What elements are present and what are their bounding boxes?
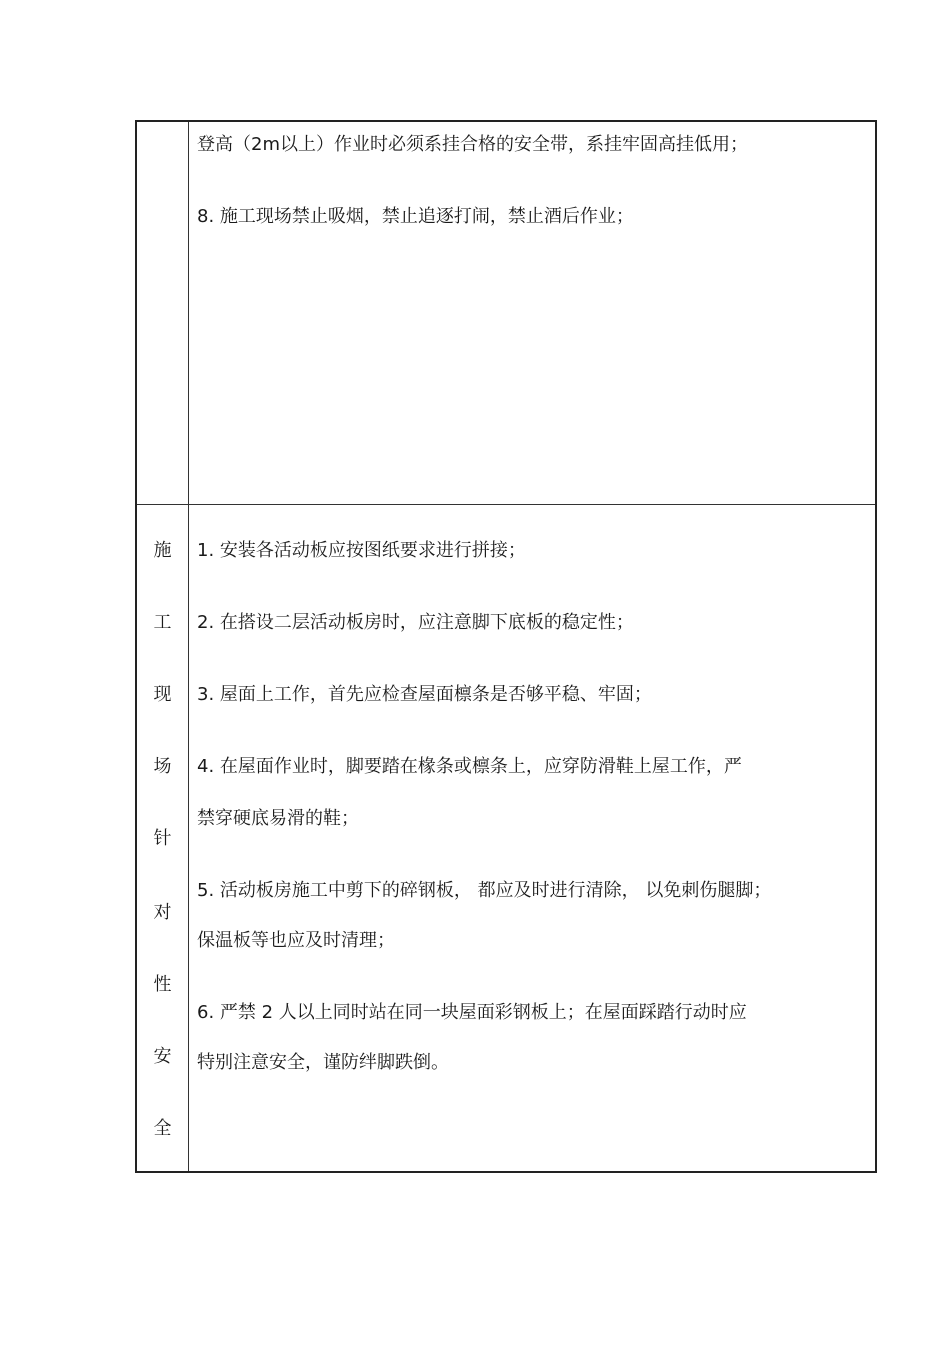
bottom-line-5: 禁穿硬底易滑的鞋；: [197, 808, 359, 829]
top-line-2: 8. 施工现场禁止吸烟，禁止追逐打闹，禁止酒后作业；: [197, 206, 634, 227]
bottom-line-7: 保温板等也应及时清理；: [197, 930, 395, 951]
bottom-line-6: 5. 活动板房施工中剪下的碎钢板， 都应及时进行清除， 以免刺伤腿脚；: [197, 880, 772, 901]
label-char: 工: [153, 612, 172, 633]
bottom-line-9: 特别注意安全，谨防绊脚跌倒。: [197, 1052, 449, 1073]
label-char: 现: [153, 684, 172, 705]
label-char: 全: [153, 1118, 172, 1139]
column-divider: [188, 122, 189, 1171]
bottom-line-4: 4. 在屋面作业时，脚要踏在椽条或檩条上，应穿防滑鞋上屋工作，严: [197, 756, 742, 777]
label-char: 针: [153, 828, 172, 849]
bottom-line-3: 3. 屋面上工作，首先应检查屋面檩条是否够平稳、牢固；: [197, 684, 652, 705]
bottom-line-1: 1. 安装各活动板应按图纸要求进行拼接；: [197, 540, 526, 561]
row-divider: [137, 504, 875, 505]
top-line-1: 登高（2m以上）作业时必须系挂合格的安全带，系挂牢固高挂低用；: [197, 134, 748, 155]
label-char: 对: [153, 902, 172, 923]
label-char: 场: [153, 756, 172, 777]
bottom-line-2: 2. 在搭设二层活动板房时，应注意脚下底板的稳定性；: [197, 612, 634, 633]
safety-table: [135, 120, 877, 1173]
bottom-line-8: 6. 严禁 2 人以上同时站在同一块屋面彩钢板上；在屋面踩踏行动时应: [197, 1002, 747, 1023]
label-char: 性: [153, 974, 172, 995]
label-char: 施: [153, 540, 172, 561]
label-char: 安: [153, 1046, 172, 1067]
